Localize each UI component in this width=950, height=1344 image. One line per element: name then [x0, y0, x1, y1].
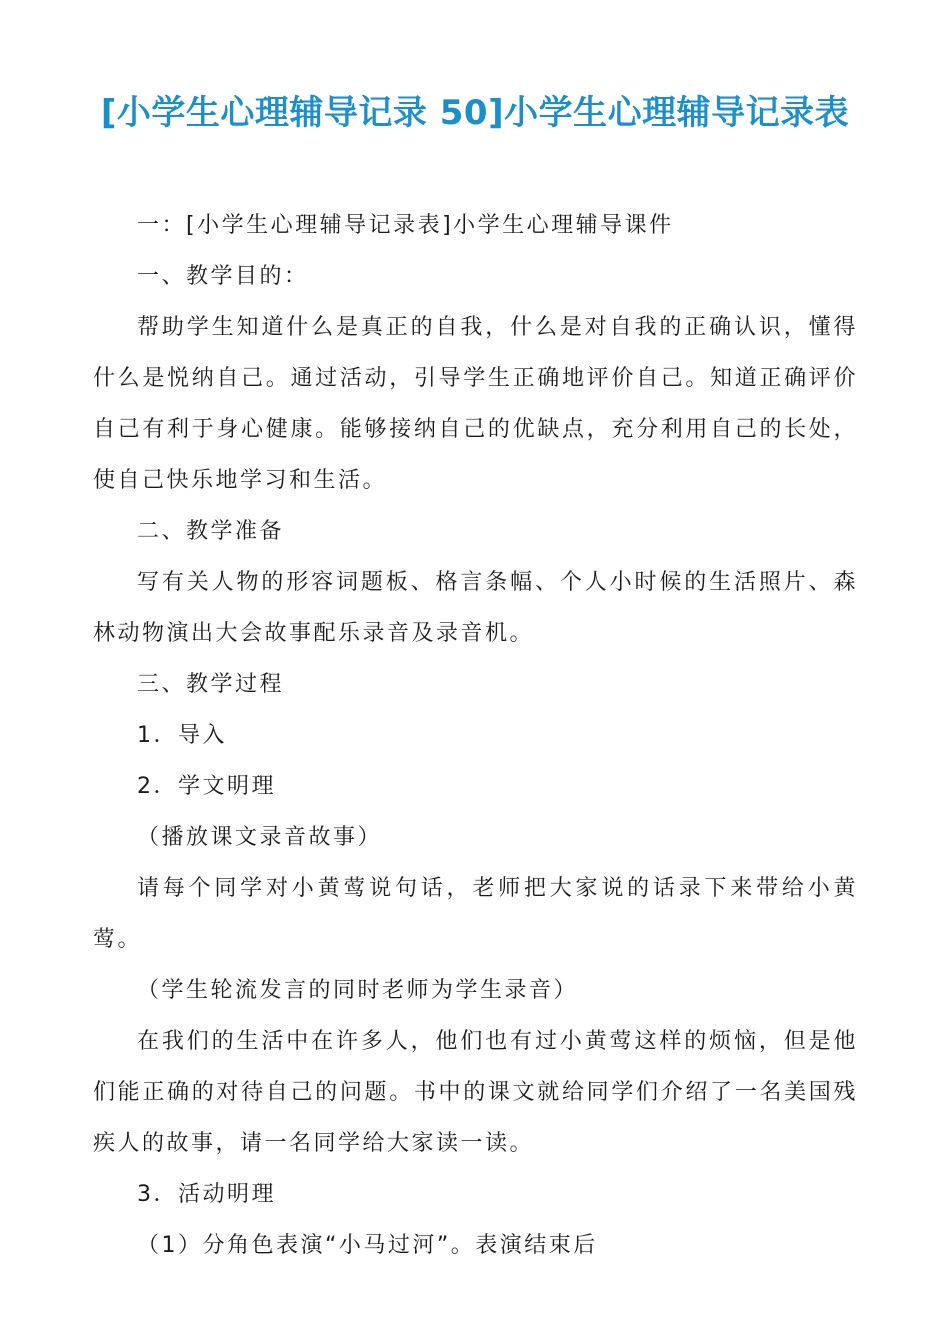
section-heading: 二、教学准备 [137, 519, 285, 544]
paragraph: （播放课文录音故事） [137, 825, 383, 850]
list-item: 3．活动明理 [137, 1182, 276, 1207]
paragraph: 请每个同学对小黄莺说句话，老师把大家说的话录下来带给小黄莺。 [93, 876, 858, 952]
section-heading: 三、教学过程 [137, 672, 285, 697]
document-body [93, 200, 858, 1271]
paragraph: 帮助学生知道什么是真正的自我，什么是对自我的正确认识，懂得什么是悦纳自己。通过活动，引导学生正确地评价自己。知道正确评价自己有利于身心健康。能够接纳自己的优缺点，充分利用自己的长处，使自己快乐地学习和生活。 [93, 315, 858, 493]
section-heading: 一：[小学生心理辅导记录表]小学生心理辅导课件 [137, 213, 674, 238]
list-item: 2．学文明理 [137, 774, 276, 799]
list-item: （1）分角色表演“小马过河”。表演结束后 [137, 1233, 598, 1258]
paragraph: 在我们的生活中在许多人，他们也有过小黄莺这样的烦恼，但是他们能正确的对待自己的问题。书中的课文就给同学们介绍了一名美国残疾人的故事，请一名同学给大家读一读。 [93, 1029, 858, 1156]
document-title: [小学生心理辅导记录 50]小学生心理辅导记录表 [100, 93, 850, 133]
paragraph: 写有关人物的形容词题板、格言条幅、个人小时候的生活照片、森林动物演出大会故事配乐录音及录音机。 [93, 570, 858, 646]
paragraph: （学生轮流发言的同时老师为学生录音） [137, 978, 579, 1003]
section-heading: 一、教学目的： [137, 264, 309, 289]
list-item: 1．导入 [137, 723, 227, 748]
